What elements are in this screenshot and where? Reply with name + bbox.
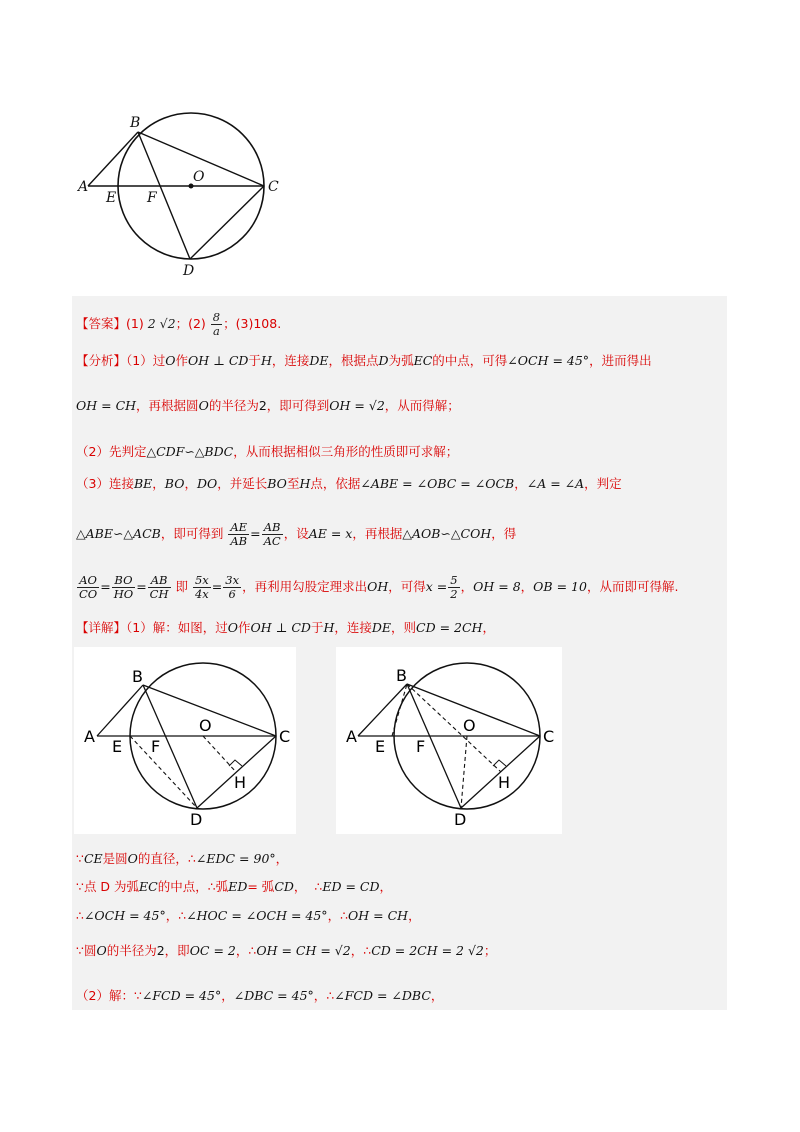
svg-text:O: O bbox=[463, 716, 476, 735]
svg-text:H: H bbox=[234, 773, 247, 792]
proof-line-3: ∴∠OCH = 45°，∴∠HOC = ∠OCH = 45°，∴OH = CH， bbox=[76, 908, 421, 923]
svg-text:D: D bbox=[454, 810, 467, 829]
analysis-line-6: $\frac{AO}{CO}$ = $\frac{BO}{HO}$ = $\frac{AB}{CH}$ 即 $\frac{5x}{4x}$ = $\frac{3x}{6}$ ，再利用勾股定理求出OH，可得x = $\frac{5}{2}$ ，OH = 8，OB = 10，从而即可得解. bbox=[79, 573, 679, 601]
svg-text:A: A bbox=[84, 727, 95, 746]
svg-text:F: F bbox=[416, 737, 426, 756]
svg-text:E: E bbox=[112, 737, 123, 756]
detail-figure-left bbox=[74, 647, 296, 834]
svg-text:F: F bbox=[151, 737, 161, 756]
proof-line-1: ∵CE是圆O的直径，∴∠EDC = 90°， bbox=[76, 851, 289, 866]
svg-text:C: C bbox=[279, 727, 291, 746]
svg-text:O: O bbox=[199, 716, 212, 735]
circle-diagram-top bbox=[70, 105, 300, 285]
proof-line-5: （2）解：∵∠FCD = 45°，∠DBC = 45°，∴∠FCD = ∠DBC， bbox=[76, 988, 444, 1003]
analysis-line-5: △ABE∽△ACB，即可得到 $\frac{AE}{AB}$ = $\frac{AB}{AC}$ ，设AE = x，再根据△AOB∽△COH，得 bbox=[76, 520, 517, 548]
svg-text:B: B bbox=[396, 666, 407, 685]
svg-text:H: H bbox=[498, 773, 511, 792]
analysis-line-2: OH = CH，再根据圆O的半径为2，即可得到OH = √2，从而得解； bbox=[76, 398, 460, 413]
svg-text:D: D bbox=[183, 263, 195, 279]
svg-text:A: A bbox=[346, 727, 357, 746]
detail-line-1: 【详解】（1）解：如图，过O作OH ⊥ CD于H，连接DE，则CD = 2CH， bbox=[76, 620, 495, 635]
analysis-line-4: （3）连接BE，BO，DO，并延长BO至H点，依据∠ABE = ∠OBC = ∠OCB，∠A = ∠A，判定 bbox=[76, 476, 622, 491]
svg-text:B: B bbox=[132, 667, 143, 686]
svg-text:F: F bbox=[147, 190, 157, 206]
svg-text:D: D bbox=[190, 810, 203, 829]
detail-figure-right bbox=[336, 647, 562, 834]
svg-text:E: E bbox=[375, 737, 386, 756]
proof-line-4: ∵圆O的半径为2，即OC = 2，∴OH = CH = √2，∴CD = 2CH = 2 √2； bbox=[76, 943, 497, 958]
answer-line: 【答案】(1) 2 √2；(2) $\frac{8}{a}$ ；(3)108. bbox=[76, 310, 282, 338]
analysis-line-3: （2）先判定△CDF∽△BDC，从而根据相似三角形的性质即可求解； bbox=[76, 444, 459, 459]
svg-text:C: C bbox=[543, 727, 555, 746]
svg-text:O: O bbox=[193, 169, 205, 185]
svg-text:C: C bbox=[268, 179, 279, 195]
analysis-line-1: 【分析】（1）过O作OH ⊥ CD于H，连接DE，根据点D为弧EC的中点，可得∠OCH = 45°，进而得出 bbox=[76, 353, 652, 368]
svg-text:A: A bbox=[78, 179, 89, 195]
top-geometry-figure bbox=[70, 105, 300, 285]
proof-line-2: ∵点 D 为弧EC的中点，∴弧ED= 弧CD， ∴ED = CD， bbox=[76, 879, 392, 894]
svg-text:B: B bbox=[130, 115, 141, 131]
svg-text:E: E bbox=[106, 190, 117, 206]
